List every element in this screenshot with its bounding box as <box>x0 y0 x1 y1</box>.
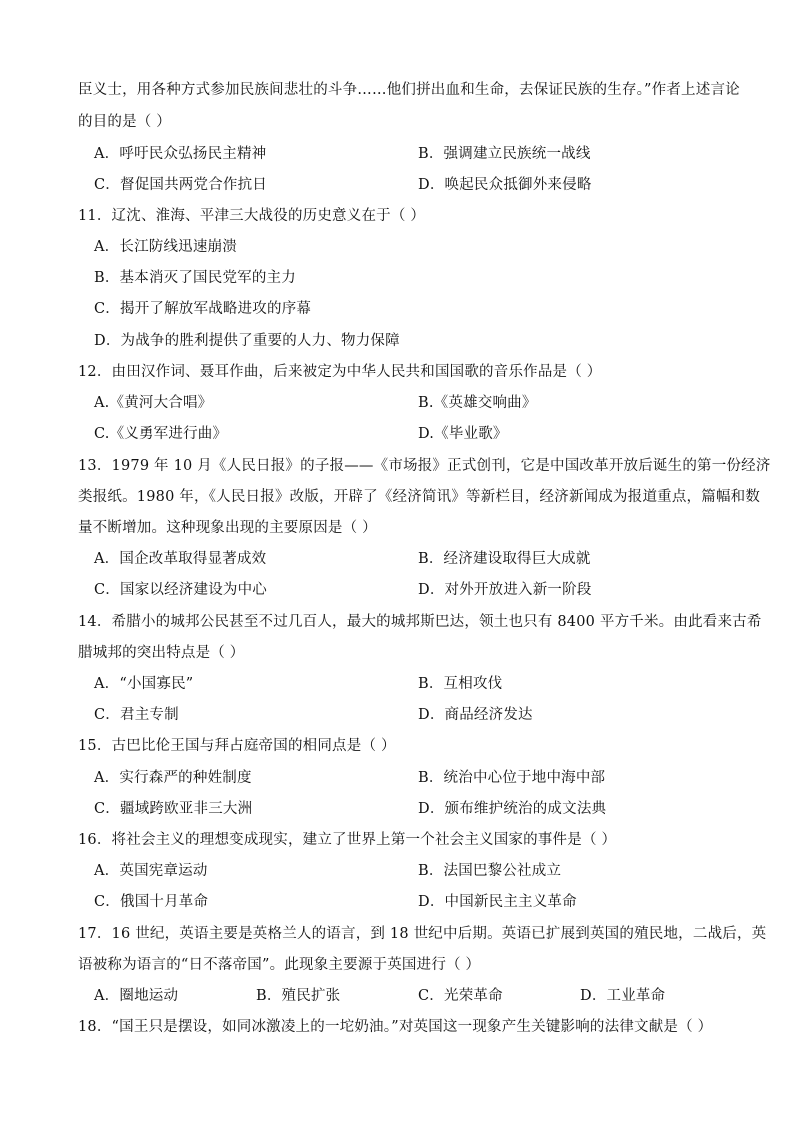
q14-stem-line1: 14．希腊小的城邦公民甚至不过几百人，最大的城邦斯巴达，领土也只有 8400 平方千米。由此看来古希 <box>78 614 762 630</box>
q13-stem-line3: 量不断增加。这种现象出现的主要原因是（ ） <box>78 520 377 536</box>
q10-stem-line1: 臣义士，用各种方式参加民族间悲壮的斗争……他们拼出血和生命，去保证民族的生存。”作者上述言论 <box>78 82 740 98</box>
q17-stem-line1: 17．16 世纪，英语主要是英格兰人的语言，到 18 世纪中后期。英语已扩展到英国的殖民地，二战后，英 <box>78 926 767 942</box>
q13-stem-line2: 类报纸。1980 年，《人民日报》改版，开辟了《经济简讯》等新栏目，经济新闻成为报道重点，篇幅和数 <box>78 489 761 505</box>
q17-option-b[interactable]: B．殖民扩张 <box>256 988 341 1004</box>
q13-option-d[interactable]: D．对外开放进入新一阶段 <box>418 582 592 598</box>
q12-option-b[interactable]: B.《英雄交响曲》 <box>418 395 537 411</box>
q10-stem-line2: 的目的是（ ） <box>78 114 172 130</box>
q10-option-b[interactable]: B．强调建立民族统一战线 <box>418 146 591 162</box>
q17-option-a[interactable]: A．圈地运动 <box>94 988 179 1004</box>
q13-option-a[interactable]: A．国企改革取得显著成效 <box>94 551 267 567</box>
q12-option-c[interactable]: C.《义勇军进行曲》 <box>94 426 228 442</box>
q16-option-a[interactable]: A．英国宪章运动 <box>94 863 208 879</box>
q13-stem-line1: 13．1979 年 10 月《人民日报》的子报——《市场报》正式创刊，它是中国改革开放后诞生的第一份经济 <box>78 458 771 474</box>
q11-option-a[interactable]: A．长江防线迅速崩溃 <box>94 239 237 255</box>
q14-option-d[interactable]: D．商品经济发达 <box>418 707 533 723</box>
q11-stem: 11．辽沈、淮海、平津三大战役的历史意义在于（ ） <box>78 208 426 224</box>
q16-option-b[interactable]: B．法国巴黎公社成立 <box>418 863 562 879</box>
q16-stem: 16．将社会主义的理想变成现实，建立了世界上第一个社会主义国家的事件是（ ） <box>78 832 617 848</box>
q10-option-a[interactable]: A．呼吁民众弘扬民主精神 <box>94 146 267 162</box>
q15-option-b[interactable]: B．统治中心位于地中海中部 <box>418 770 606 786</box>
q11-option-d[interactable]: D．为战争的胜利提供了重要的人力、物力保障 <box>94 333 400 349</box>
q17-option-c[interactable]: C．光荣革命 <box>418 988 503 1004</box>
q10-option-c[interactable]: C．督促国共两党合作抗日 <box>94 177 267 193</box>
q12-stem: 12．由田汉作词、聂耳作曲，后来被定为中华人民共和国国歌的音乐作品是（ ） <box>78 364 602 380</box>
q14-stem-line2: 腊城邦的突出特点是（ ） <box>78 645 245 661</box>
q11-option-c[interactable]: C．揭开了解放军战略进攻的序幕 <box>94 301 312 317</box>
q14-option-c[interactable]: C．君主专制 <box>94 707 179 723</box>
q16-option-d[interactable]: D．中国新民主主义革命 <box>418 894 577 910</box>
q15-option-d[interactable]: D．颁布维护统治的成文法典 <box>418 801 607 817</box>
q12-option-d[interactable]: D.《毕业歌》 <box>418 426 508 442</box>
q13-option-c[interactable]: C．国家以经济建设为中心 <box>94 582 267 598</box>
q13-option-b[interactable]: B．经济建设取得巨大成就 <box>418 551 591 567</box>
q12-option-a[interactable]: A.《黄河大合唱》 <box>94 395 213 411</box>
q18-stem: 18．“国王只是摆设，如同冰激凌上的一坨奶油。”对英国这一现象产生关键影响的法律文献是（ ） <box>78 1019 713 1035</box>
q11-option-b[interactable]: B．基本消灭了国民党军的主力 <box>94 270 296 286</box>
q14-option-a[interactable]: A．“小国寡民” <box>94 676 194 692</box>
q17-option-d[interactable]: D．工业革命 <box>580 988 666 1004</box>
q16-option-c[interactable]: C．俄国十月革命 <box>94 894 209 910</box>
q15-stem: 15．古巴比伦王国与拜占庭帝国的相同点是（ ） <box>78 738 396 754</box>
q14-option-b[interactable]: B．互相攻伐 <box>418 676 503 692</box>
q15-option-a[interactable]: A．实行森严的种姓制度 <box>94 770 252 786</box>
q10-option-d[interactable]: D．唤起民众抵御外来侵略 <box>418 177 592 193</box>
q17-stem-line2: 语被称为语言的“日不落帝国”。此现象主要源于英国进行（ ） <box>78 957 481 973</box>
q15-option-c[interactable]: C．疆域跨欧亚非三大洲 <box>94 801 253 817</box>
